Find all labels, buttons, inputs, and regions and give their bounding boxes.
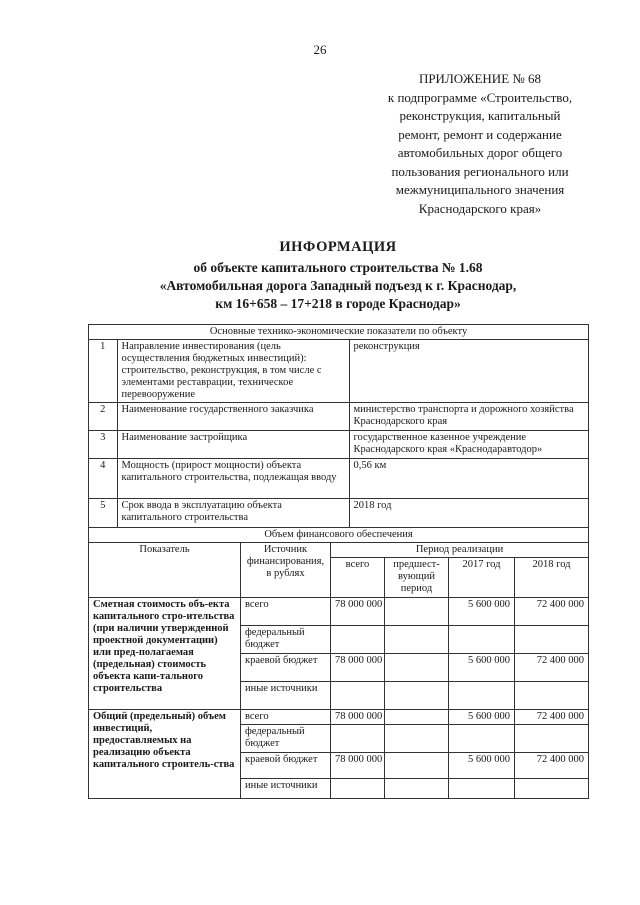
- row-label: Мощность (прирост мощности) объекта капитального строительства, подлежащая вводу: [117, 459, 349, 499]
- row-value: 2018 год: [353, 500, 392, 511]
- header-previous: предшест-вующий период: [385, 557, 449, 597]
- row-label: Срок ввода в эксплуатацию объекта капитального строительства: [117, 499, 349, 527]
- header-source: Источник финансирования, в рублях: [241, 542, 331, 597]
- source-cell: всего: [241, 709, 331, 724]
- previous-cell: [385, 724, 449, 752]
- document-title: [88, 238, 588, 313]
- total-cell: [331, 625, 385, 653]
- row-value: государственное казенное учреждение Краснодарского края «Краснодаравтодор»: [349, 431, 588, 459]
- table-row: [89, 459, 588, 499]
- row-value: реконструкция: [349, 340, 588, 403]
- y2017-cell: [449, 625, 515, 653]
- previous-cell: [385, 597, 449, 625]
- total-cell: [331, 681, 385, 709]
- previous-cell: [385, 681, 449, 709]
- header-indicator: Показатель: [89, 542, 241, 597]
- previous-cell: [385, 709, 449, 724]
- table-row: [89, 597, 589, 625]
- appendix-line: пользования регионального или: [391, 163, 569, 179]
- section-header: Основные технико-экономические показатели по объекту: [89, 325, 589, 340]
- y2017-cell: [449, 778, 515, 798]
- appendix-line: Краснодарского края»: [418, 200, 542, 216]
- y2018-cell: 72 400 000: [515, 752, 589, 778]
- y2018-cell: [515, 625, 589, 653]
- previous-cell: [385, 625, 449, 653]
- header-2018: 2018 год: [515, 557, 589, 597]
- fin-header-row: [89, 542, 589, 557]
- row-number: 5: [89, 499, 117, 527]
- appendix-line: межмуниципального значения: [395, 182, 565, 197]
- y2018-cell: 72 400 000: [515, 597, 589, 625]
- row-label: Направление инвестирования (цель осуществления бюджетных инвестиций): строительство, реконструкция, в том числе с элементами реставрации, техническое перевооружение: [117, 340, 349, 403]
- appendix-line: ПРИЛОЖЕНИЕ № 68: [418, 71, 542, 86]
- title-line: ИНФОРМАЦИЯ: [279, 239, 397, 255]
- row-number: 2: [89, 403, 117, 431]
- y2018-cell: 72 400 000: [515, 653, 589, 681]
- source-cell: федеральный бюджет: [241, 625, 331, 653]
- source-cell: иные источники: [241, 681, 331, 709]
- row-number: 4: [89, 459, 117, 499]
- previous-cell: [385, 653, 449, 681]
- table-row: [89, 431, 588, 459]
- y2018-cell: [515, 681, 589, 709]
- header-total: всего: [331, 557, 385, 597]
- y2017-cell: 5 600 000: [449, 709, 515, 724]
- source-cell: краевой бюджет: [241, 752, 331, 778]
- total-cell: [331, 778, 385, 798]
- row-label: Наименование государственного заказчика: [117, 403, 349, 431]
- source-cell: краевой бюджет: [241, 653, 331, 681]
- total-cell: 78 000 000: [331, 752, 385, 778]
- page-number: 26: [313, 42, 327, 57]
- info-table: [88, 324, 589, 799]
- total-cell: 78 000 000: [331, 709, 385, 724]
- y2018-cell: 72 400 000: [515, 709, 589, 724]
- appendix-line: ремонт, ремонт и содержание: [398, 126, 562, 142]
- table-row: [89, 340, 588, 403]
- row-number: 3: [89, 431, 117, 459]
- y2017-cell: 5 600 000: [449, 752, 515, 778]
- total-cell: [331, 724, 385, 752]
- y2017-cell: 5 600 000: [449, 597, 515, 625]
- title-line: об объекте капитального строительства № 1.68: [193, 260, 483, 275]
- section-header-row: [89, 527, 589, 542]
- previous-cell: [385, 778, 449, 798]
- table-row: [89, 709, 589, 724]
- source-cell: федеральный бюджет: [241, 724, 331, 752]
- header-period: Период реализации: [331, 542, 589, 557]
- appendix-heading: [330, 70, 630, 218]
- previous-cell: [385, 752, 449, 778]
- appendix-line: реконструкция, капитальный: [399, 108, 561, 123]
- group-indicator: Сметная стоимость объ-екта капитального стро-ительства (при наличии утвержденной проектной документации) или пред-полагаемая (предельная) стоимость объекта капи-тального строительства: [89, 597, 241, 709]
- table-row: [89, 403, 588, 431]
- total-cell: 78 000 000: [331, 597, 385, 625]
- section-header-row: [89, 325, 589, 340]
- y2018-cell: [515, 778, 589, 798]
- appendix-line: автомобильных дорог общего: [397, 145, 563, 160]
- source-cell: всего: [241, 597, 331, 625]
- title-line: «Автомобильная дорога Западный подъезд к г. Краснодар,: [159, 278, 517, 293]
- y2017-cell: 5 600 000: [449, 653, 515, 681]
- y2017-cell: [449, 724, 515, 752]
- row-number: 1: [89, 340, 117, 403]
- group-indicator: Общий (предельный) объем инвестиций, предоставляемых на реализацию объекта капитального строитель-ства: [89, 709, 241, 798]
- table-row: [89, 340, 589, 528]
- row-value: министерство транспорта и дорожного хозяйства Краснодарского края: [349, 403, 588, 431]
- total-cell: 78 000 000: [331, 653, 385, 681]
- y2018-cell: [515, 724, 589, 752]
- source-cell: иные источники: [241, 778, 331, 798]
- row-label: Наименование застройщика: [117, 431, 349, 459]
- title-line: км 16+658 – 17+218 в городе Краснодар»: [215, 296, 461, 311]
- row-value: 0,56 км: [349, 459, 588, 499]
- params-table: [89, 340, 588, 527]
- appendix-line: к подпрограмме «Строительство,: [387, 89, 573, 105]
- section-header: Объем финансового обеспечения: [89, 527, 589, 542]
- y2017-cell: [449, 681, 515, 709]
- table-row: [89, 499, 588, 527]
- header-2017: 2017 год: [449, 557, 515, 597]
